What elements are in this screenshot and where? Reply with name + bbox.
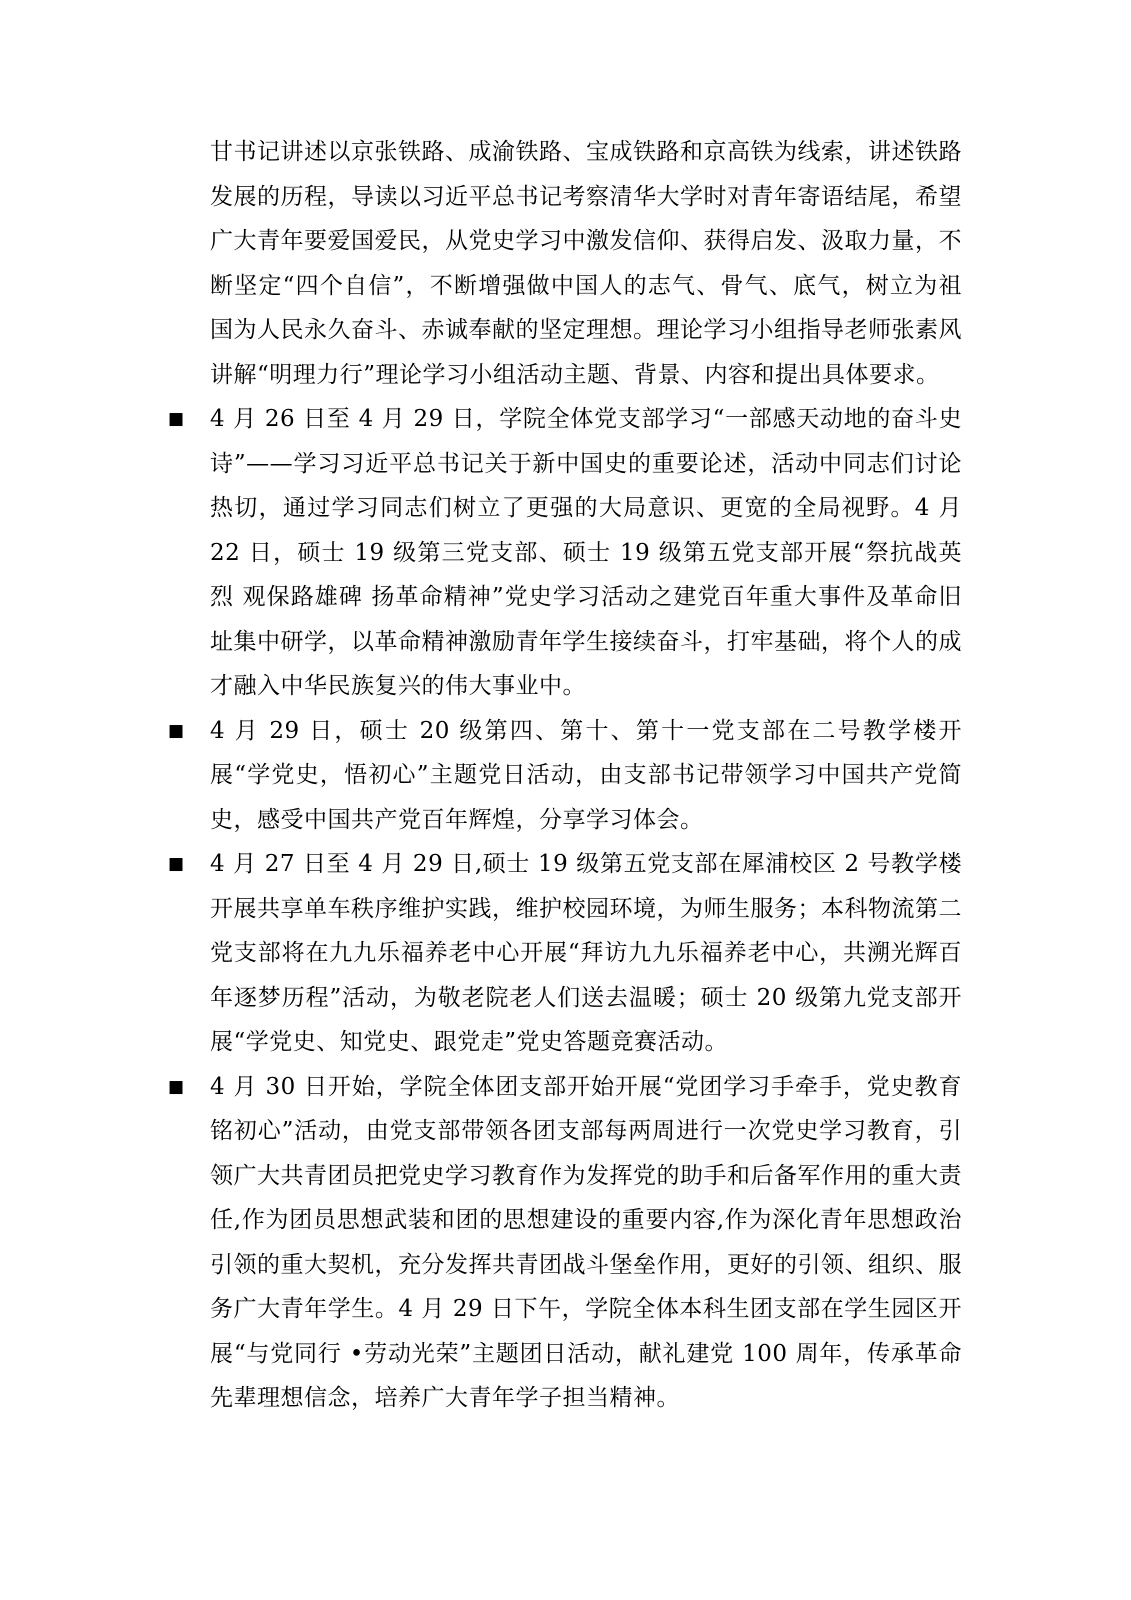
bullet-square-icon: ■: [168, 409, 185, 429]
document-content: [168, 130, 962, 1421]
list-item-text: 4 月 29 日，硕士 20 级第四、第十、第十一党支部在二号教学楼开展“学党史，悟初心”主题党日活动，由支部书记带领学习中国共产党简史，感受中国共产党百年辉煌，分享学习体会。: [210, 717, 962, 833]
list-item: [168, 1065, 962, 1421]
list-item-text: 4 月 30 日开始，学院全体团支部开始开展“党团学习手牵手，党史教育铭初心”活动，由党支部带领各团支部每两周进行一次党史学习教育，引领广大共青团员把党史学习教育作为发挥党的助手和后备军作用的重大责任,作为团员思想武装和团的思想建设的重要内容,作为深化青年思想政治引领的重大契机，充分发挥共青团战斗堡垒作用，更好的引领、组织、服务广大青年学生。4 月 29 日下午，学院全体本科生团支部在学生园区开展“与党同行 •劳动光荣”主题团日活动，献礼建党 100 周年，传承革命先辈理想信念，培养广大青年学子担当精神。: [210, 1073, 962, 1411]
list-item: [168, 397, 962, 709]
paragraph-continuation: 甘书记讲述以京张铁路、成渝铁路、宝成铁路和京高铁为线索，讲述铁路发展的历程，导读以习近平总书记考察清华大学时对青年寄语结尾，希望广大青年要爱国爱民，从党史学习中激发信仰、获得启发、汲取力量，不断坚定“四个自信”，不断增强做中国人的志气、骨气、底气，树立为祖国为人民永久奋斗、赤诚奉献的坚定理想。理论学习小组指导老师张素风讲解“明理力行”理论学习小组活动主题、背景、内容和提出具体要求。: [210, 139, 962, 388]
bullet-square-icon: ■: [168, 1076, 185, 1097]
list-item: [168, 842, 962, 1065]
bullet-square-icon: ■: [168, 854, 185, 874]
list-item-text: 4 月 27 日至 4 月 29 日,硕士 19 级第五党支部在犀浦校区 2 号教学楼开展共享单车秩序维护实践，维护校园环境，为师生服务；本科物流第二党支部将在九九乐福养老中心开展“拜访九九乐福养老中心，共溯光辉百年逐梦历程”活动，为敬老院老人们送去温暖；硕士 20 级第九党支部开展“学党史、知党史、跟党走”党史答题竞赛活动。: [210, 851, 962, 1055]
list-item-text: 4 月 26 日至 4 月 29 日，学院全体党支部学习“一部感天动地的奋斗史诗”——学习习近平总书记关于新中国史的重要论述，活动中同志们讨论热切，通过学习同志们树立了更强的大局意识、更宽的全局视野。4 月 22 日，硕士 19 级第三党支部、硕士 19 级第五党支部开展“祭抗战英烈 观保路雄碑 扬革命精神”党史学习活动之建党百年重大事件及革命旧址集中研学，以革命精神激励青年学生接续奋斗，打牢基础，将个人的成才融入中华民族复兴的伟大事业中。: [210, 406, 962, 699]
list-item: [168, 709, 962, 843]
bullet-square-icon: ■: [168, 720, 185, 741]
